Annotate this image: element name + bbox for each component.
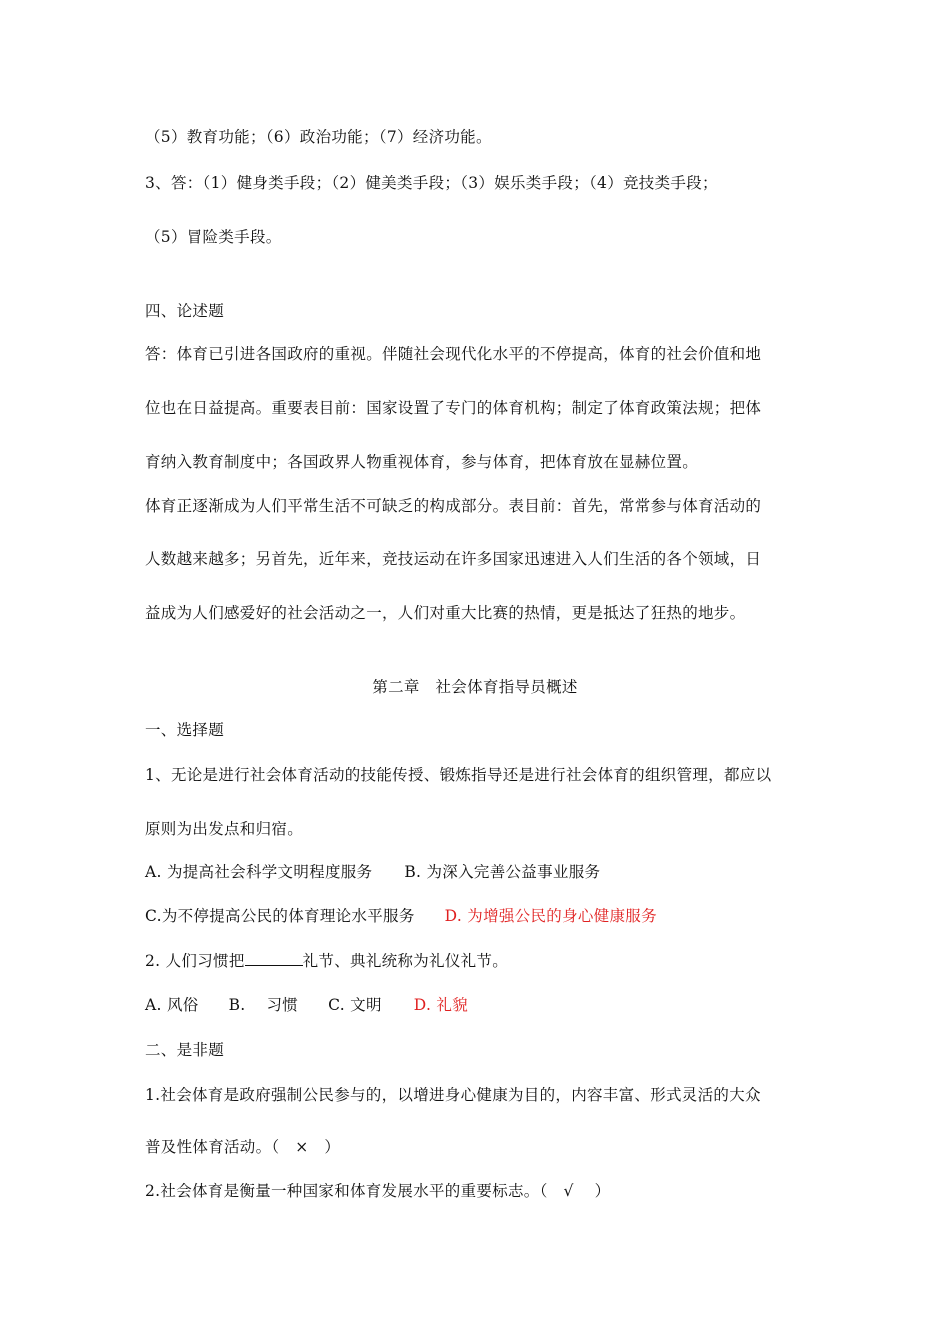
answer-line-functions: （5）教育功能；（6）政治功能；（7）经济功能。: [145, 128, 492, 146]
option-a: A. 风俗: [145, 996, 199, 1014]
essay-paragraph-line: 位也在日益提高。重要表目前：国家设置了专门的体育机构；制定了体育政策法规；把体: [145, 399, 762, 417]
section-heading-essay: 四、论述题: [145, 302, 225, 320]
question-1-line-1: 1、无论是进行社会体育活动的技能传授、锻炼指导还是进行社会体育的组织管理，都应以: [145, 766, 772, 784]
question-2-pre: 2. 人们习惯把: [145, 952, 245, 970]
question-2-options: [145, 995, 468, 1015]
fill-blank: [245, 951, 303, 966]
option-b: B. 习惯: [228, 996, 299, 1014]
section-heading-choice: 一、选择题: [145, 721, 225, 739]
answer-3-line-1: 3、答：（1）健身类手段；（2）健美类手段；（3）娱乐类手段；（4）竞技类手段；: [145, 174, 718, 192]
true-false-1-line-2: 普及性体育活动。（ × ）: [145, 1138, 341, 1156]
section-heading-true-false: 二、是非题: [145, 1041, 225, 1059]
essay-paragraph-line: 益成为人们感爱好的社会活动之一，人们对重大比赛的热情，更是抵达了狂热的地步。: [145, 604, 746, 622]
option-c: C.为不停提高公民的体育理论水平服务: [145, 907, 415, 925]
true-false-2: 2.社会体育是衡量一种国家和体育发展水平的重要标志。（ √ ）: [145, 1182, 611, 1200]
question-1-line-2: 原则为出发点和归宿。: [145, 820, 304, 838]
question-1-options-cd: [145, 906, 657, 926]
essay-paragraph-line: 体育正逐渐成为人们平常生活不可缺乏的构成部分。表目前：首先，常常参与体育活动的: [145, 497, 762, 515]
question-2-stem: [145, 951, 508, 971]
chapter-title: 第二章 社会体育指导员概述: [372, 678, 578, 696]
option-a: A. 为提高社会科学文明程度服务: [145, 863, 373, 881]
option-b: B. 为深入完善公益事业服务: [404, 863, 601, 881]
essay-paragraph-line: 育纳入教育制度中；各国政界人物重视体育，参与体育，把体育放在显赫位置。: [145, 453, 699, 471]
option-d-answer: D. 礼貌: [413, 996, 469, 1014]
essay-paragraph-line: 人数越来越多；另首先，近年来，竞技运动在许多国家迅速进入人们生活的各个领域，日: [145, 550, 762, 568]
true-false-1-line-1: 1.社会体育是政府强制公民参与的，以增进身心健康为目的，内容丰富、形式灵活的大众: [145, 1086, 761, 1104]
answer-3-line-2: （5）冒险类手段。: [145, 228, 282, 246]
option-d-answer: D. 为增强公民的身心健康服务: [444, 907, 657, 925]
option-c: C. 文明: [328, 996, 382, 1014]
question-2-post: 礼节、典礼统称为礼仪礼节。: [302, 952, 509, 970]
question-1-options-ab: [145, 862, 600, 882]
essay-paragraph-line: 答：体育已引进各国政府的重视。伴随社会现代化水平的不停提高，体育的社会价值和地: [145, 345, 762, 363]
